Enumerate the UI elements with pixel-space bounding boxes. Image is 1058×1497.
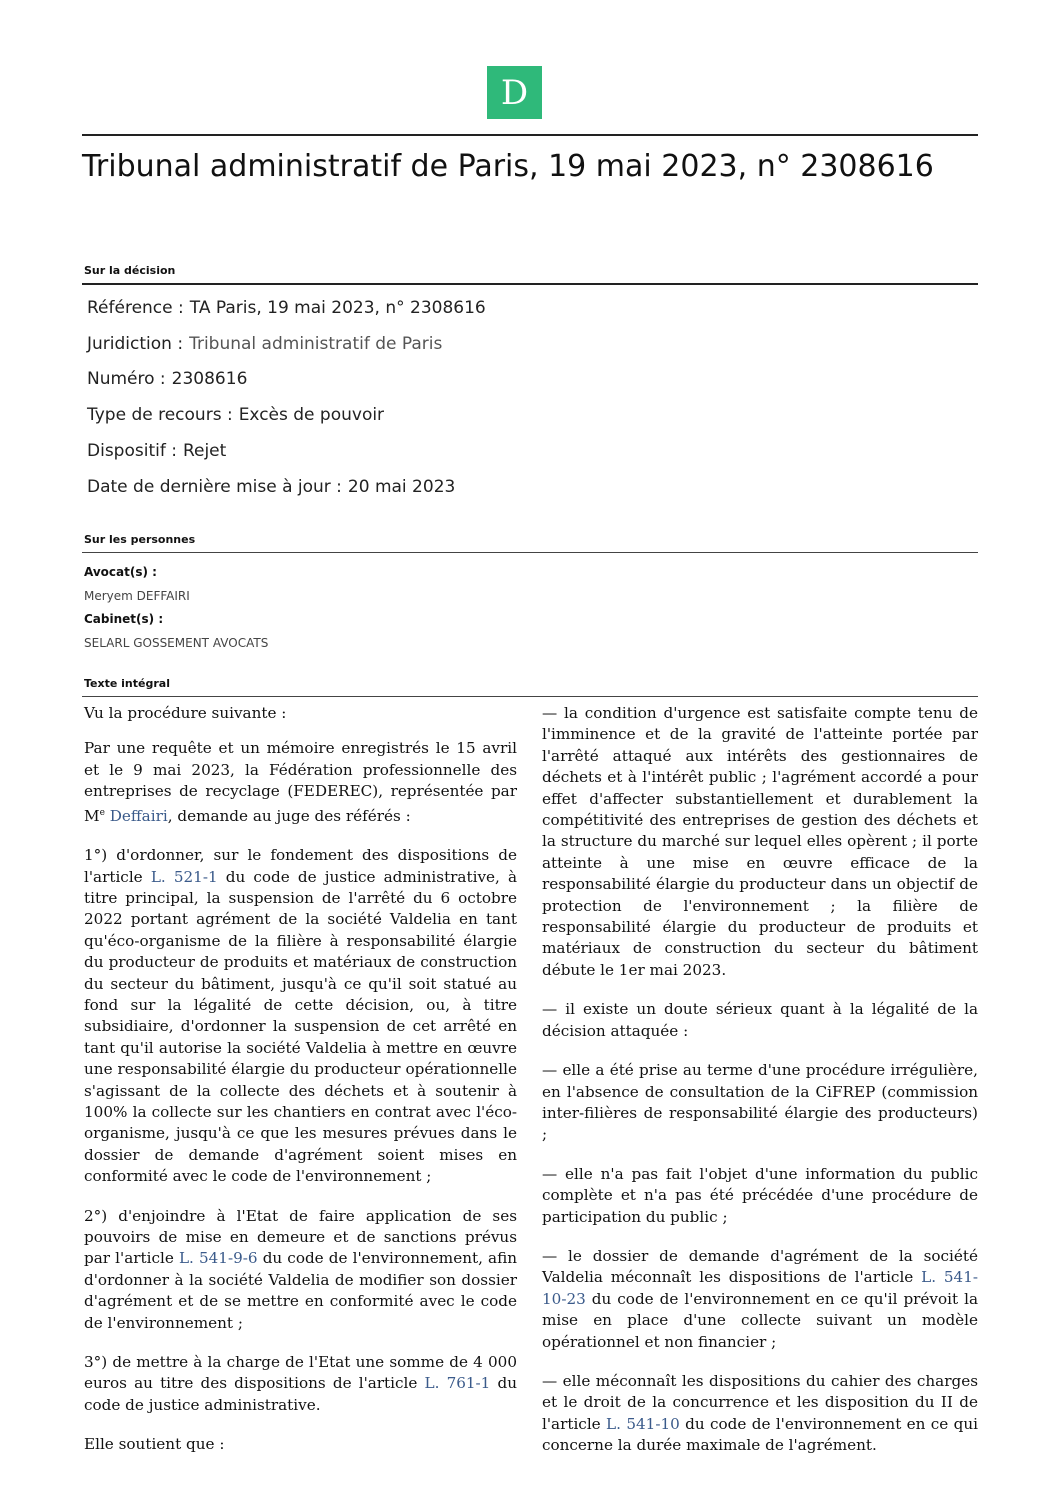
section-divider-persons [82, 552, 978, 553]
meta-appeal-type-value: Excès de pouvoir [238, 405, 385, 425]
paragraph [542, 1164, 978, 1228]
page-title: Tribunal administratif de Paris, 19 mai 2023, n° 2308616 [82, 149, 934, 184]
text-column-left [84, 703, 517, 1474]
meta-outcome-label: Dispositif : [87, 441, 177, 461]
paragraph-text: — il existe un doute sérieux quant à la légalité de la décision attaquée : [542, 1000, 978, 1040]
meta-reference-label: Référence : [87, 298, 184, 318]
meta-number [87, 368, 247, 390]
article-link[interactable]: L. 761-1 [424, 1374, 491, 1393]
meta-outcome [87, 440, 226, 462]
article-link[interactable]: L. 541-10-23 [542, 1268, 978, 1308]
meta-jurisdiction-label: Juridiction : [87, 334, 184, 354]
section-heading-persons: Sur les personnes [84, 533, 196, 546]
lawyer-name[interactable]: Meryem DEFFAIRI [84, 589, 190, 603]
meta-appeal-type [87, 404, 384, 426]
section-divider-full-text [82, 696, 978, 697]
paragraph-text: — la condition d'urgence est satisfaite compte tenu de l'imminence et de la gravité de l'atteinte portée par l'arrêté attaqué aux intérêts des gestionnaires de déchets et à l'intérêt public ; l'agrément accordé a pour effet d'affecter substantiellement et durablement la compétitivité des entreprises de gestion des déchets et la structure du marché sur lequel elles opèrent ; il porte atteinte à une mise en œuvre efficace de la responsabilité élargie du producteur dans un objectif de protection de l'environnement ; la filière de responsabilité élargie du producteur de produits et matériaux de construction du secteur du bâtiment débute le 1er mai 2023. [542, 704, 978, 979]
paragraph-text: du code de l'environnement, afin d'ordonner à la société Valdelia de modifier son dossier d'agrément et de se mettre en conformité avec le code de l'environnement ; [84, 1249, 517, 1332]
paragraph-text: Elle soutient que : [84, 1435, 225, 1454]
paragraph [84, 1206, 517, 1334]
meta-reference [87, 297, 486, 319]
meta-jurisdiction [87, 333, 442, 355]
paragraph-text: 3°) de mettre à la charge de l'Etat une somme de 4 000 euros au titre des dispositions de l'article [84, 1353, 517, 1393]
paragraph-text: Vu la procédure suivante : [84, 704, 287, 722]
paragraph-text: 2°) d'enjoindre à l'Etat de faire application de ses pouvoirs de mise en demeure et de sanctions prévus par l'article [84, 1206, 517, 1268]
meta-number-label: Numéro : [87, 369, 166, 389]
meta-outcome-value: Rejet [182, 441, 227, 461]
article-link[interactable]: L. 521-1 [150, 867, 218, 886]
section-heading-decision: Sur la décision [84, 264, 176, 277]
meta-updated-value: 20 mai 2023 [347, 477, 456, 497]
paragraph [542, 1371, 978, 1457]
paragraph-text: — elle méconnaît les dispositions du cahier des charges et le droit de la concurrence et les disposition du II de l'article [542, 1371, 978, 1433]
article-link[interactable]: L. 541-9-6 [178, 1249, 258, 1268]
paragraph-text: du code de l'environnement en ce qu'il prévoit la mise en place d'une collecte suivant un modèle opérationnel et non financier ; [542, 1289, 979, 1351]
paragraph-text: , demande au juge des référés : [167, 806, 411, 825]
title-divider [82, 134, 978, 136]
superscript: e [99, 807, 105, 818]
meta-reference-value: TA Paris, 19 mai 2023, n° 2308616 [189, 298, 486, 318]
section-heading-full-text: Texte intégral [84, 677, 170, 690]
paragraph [542, 703, 978, 981]
paragraph-text: du code de justice administrative, à titre principal, la suspension de l'arrêté du 6 octobre 2022 portant agrément de la société Valdelia en tant qu'éco-organisme de la filière à responsabilité élargie du producteur de produits et matériaux de construction du secteur du bâtiment, jusqu'à ce qu'il soit statué au fond sur la légalité de cette décision, ou, à titre subsidiaire, d'ordonner la suspension de cet arrêté en tant qu'il autorise la société Valdelia à mettre en œuvre une responsabilité élargie du producteur opérationnelle s'agissant de la collecte des déchets et à soutenir à 100% la collecte sur les chantiers en contrat avec l'éco-organisme, jusqu'à ce que les mesures prévues dans le dossier de demande d'agrément soient mises en conformité avec le code de l'environnement ; [84, 867, 518, 1186]
lawyer-link[interactable]: Deffairi [109, 806, 168, 825]
firm-name[interactable]: SELARL GOSSEMENT AVOCATS [84, 636, 269, 650]
paragraph-text: — le dossier de demande d'agrément de la société Valdelia méconnaît les dispositions de l'article [542, 1246, 978, 1287]
meta-jurisdiction-value[interactable]: Tribunal administratif de Paris [189, 334, 443, 354]
section-divider-decision [82, 283, 978, 285]
logo-letter: D [500, 72, 529, 113]
paragraph-text: du code de justice administrative. [84, 1374, 518, 1414]
meta-updated [87, 476, 455, 498]
meta-number-value: 2308616 [171, 369, 248, 389]
paragraph [542, 1246, 978, 1353]
paragraph-text: du code de l'environnement en ce qui concerne la durée maximale de l'agrément. [542, 1414, 979, 1455]
text-column-right [542, 703, 978, 1475]
paragraph-text: — elle a été prise au terme d'une procédure irrégulière, en l'absence de consultation de la CiFREP (commission inter-filières de responsabilité élargie des producteurs) ; [542, 1061, 978, 1144]
paragraph [542, 1060, 978, 1146]
site-logo[interactable] [487, 66, 542, 119]
paragraph [84, 1434, 517, 1455]
paragraph-text: — elle n'a pas fait l'objet d'une information du public complète et n'a pas été précédée d'une procédure de participation du public ; [542, 1164, 978, 1226]
lawyers-label: Avocat(s) : [84, 565, 157, 579]
paragraph [84, 738, 517, 827]
paragraph-text: Par une requête et un mémoire enregistrés le 15 avril et le 9 mai 2023, la Fédération professionnelle des entreprises de recyclage (FEDEREC), représentée par M [84, 739, 517, 825]
meta-appeal-type-label: Type de recours : [87, 405, 233, 425]
paragraph-text: 1°) d'ordonner, sur le fondement des dispositions de l'article [84, 846, 517, 886]
paragraph [84, 1352, 517, 1416]
paragraph [542, 999, 978, 1042]
meta-updated-label: Date de dernière mise à jour : [87, 477, 342, 497]
firms-label: Cabinet(s) : [84, 612, 164, 626]
paragraph [84, 845, 517, 1188]
paragraph [84, 703, 517, 724]
article-link[interactable]: L. 541-10 [606, 1414, 680, 1433]
